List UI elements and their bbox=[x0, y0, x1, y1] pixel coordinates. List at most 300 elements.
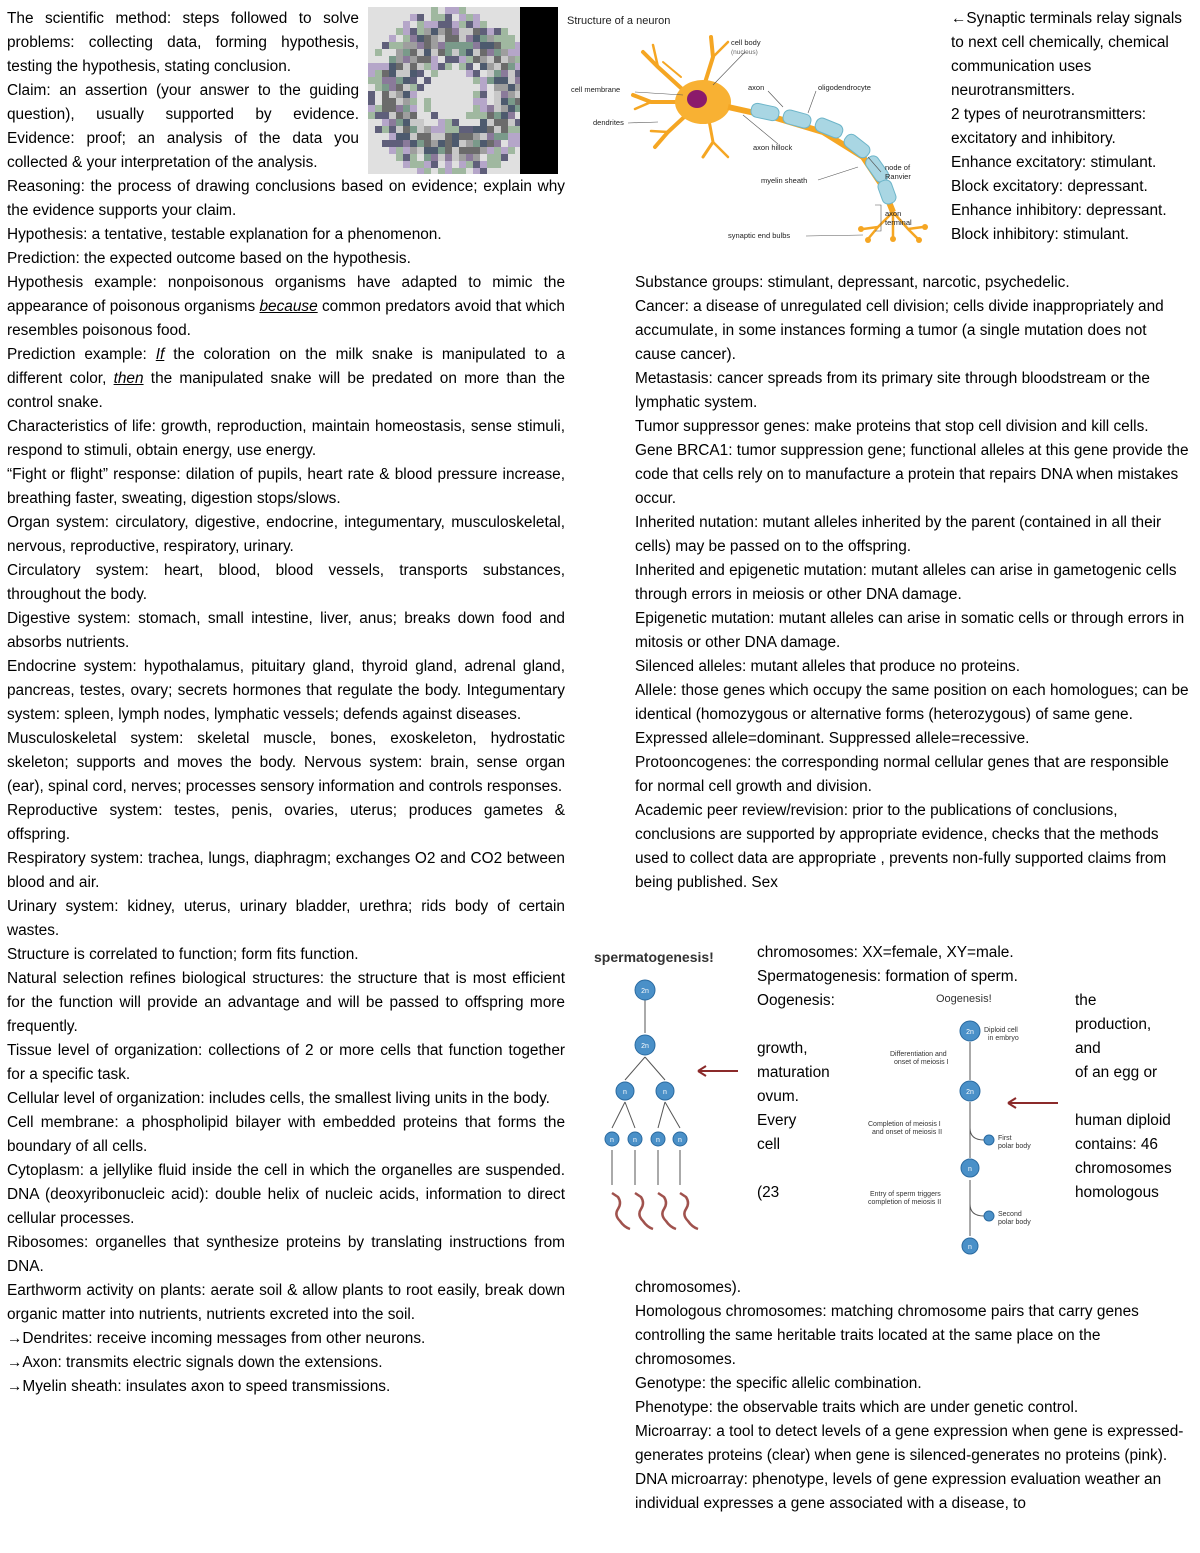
mosaic-tile bbox=[487, 112, 494, 119]
mosaic-tile bbox=[473, 77, 480, 84]
mosaic-tile bbox=[494, 126, 501, 133]
mosaic-tile bbox=[375, 35, 382, 42]
left-column-rest bbox=[7, 415, 565, 1399]
mosaic-tile bbox=[396, 42, 403, 49]
mosaic-tile bbox=[494, 7, 501, 14]
mosaic-tile bbox=[396, 119, 403, 126]
mosaic-tile bbox=[410, 84, 417, 91]
mosaic-tile bbox=[466, 91, 473, 98]
mosaic-tile bbox=[445, 49, 452, 56]
mosaic-tile bbox=[424, 84, 431, 91]
mosaic-tile bbox=[382, 98, 389, 105]
mosaic-tile bbox=[403, 7, 410, 14]
right-paragraph-5: Inherited nutation: mutant alleles inherited by the parent (contained in all their cells) may be passed on to the offspring. bbox=[635, 514, 1162, 555]
mosaic-tile bbox=[466, 126, 473, 133]
mosaic-tile bbox=[396, 112, 403, 119]
mosaic-tile bbox=[438, 49, 445, 56]
mosaic-tile bbox=[466, 161, 473, 168]
mosaic-tile bbox=[431, 140, 438, 147]
oogenesis-svg bbox=[858, 990, 1068, 1258]
mosaic-tile bbox=[494, 105, 501, 112]
mosaic-tile bbox=[417, 56, 424, 63]
label-axon-terminal-1: axon bbox=[885, 209, 902, 218]
text-synaptic: ←Synaptic terminals relay signals to next cell chemically, chemical communication uses neurotransmitters. bbox=[951, 10, 1182, 99]
mosaic-tile bbox=[389, 119, 396, 126]
mosaic-tile bbox=[459, 7, 466, 14]
mosaic-tile bbox=[445, 168, 452, 174]
mosaic-tile bbox=[466, 63, 473, 70]
mosaic-tile bbox=[452, 161, 459, 168]
mosaic-tile bbox=[466, 105, 473, 112]
mosaic-tile bbox=[431, 35, 438, 42]
mosaic-tile bbox=[445, 63, 452, 70]
mosaic-tile bbox=[403, 133, 410, 140]
word-production: production, bbox=[1075, 1016, 1152, 1033]
mosaic-tile bbox=[417, 63, 424, 70]
mosaic-tile bbox=[368, 84, 375, 91]
right-lower-paragraph-2: Genotype: the specific allelic combination. bbox=[635, 1375, 922, 1392]
label-myelin: myelin sheath bbox=[761, 176, 808, 185]
mosaic-tile bbox=[459, 91, 466, 98]
mosaic-tile bbox=[375, 28, 382, 35]
mosaic-tile bbox=[410, 14, 417, 21]
word-chromosomes: chromosomes bbox=[1075, 1160, 1172, 1177]
mosaic-tile bbox=[403, 168, 410, 174]
mosaic-tile bbox=[410, 168, 417, 174]
mosaic-tile bbox=[466, 21, 473, 28]
mosaic-tile bbox=[368, 140, 375, 147]
oog-title: Oogenesis! bbox=[936, 993, 992, 1005]
left-paragraph-3: Circulatory system: heart, blood, blood vessels, transports substances, throughout the body. bbox=[7, 562, 565, 603]
left-paragraph-16: Ribosomes: organelles that synthesize proteins by translating instructions from DNA. bbox=[7, 1234, 565, 1275]
mosaic-tile bbox=[389, 56, 396, 63]
mosaic-tile bbox=[375, 21, 382, 28]
oog-entry2: completion of meiosis II bbox=[868, 1199, 942, 1206]
mosaic-tile bbox=[452, 98, 459, 105]
right-paragraph-1: Cancer: a disease of unregulated cell division; cells divide inappropriately and accumulate, in some instances forming a tumor (a single mutation does not cause cancer). bbox=[635, 298, 1164, 363]
mosaic-tile bbox=[375, 140, 382, 147]
mosaic-tile bbox=[382, 84, 389, 91]
oog-diploid: Diploid cell bbox=[984, 1027, 1018, 1034]
mosaic-tile bbox=[452, 42, 459, 49]
mosaic-tile bbox=[417, 168, 424, 174]
mosaic-tile bbox=[445, 126, 452, 133]
mosaic-tile bbox=[403, 42, 410, 49]
mosaic-tile bbox=[389, 91, 396, 98]
mosaic-tile bbox=[473, 35, 480, 42]
mosaic-tile bbox=[494, 84, 501, 91]
mosaic-tile bbox=[396, 126, 403, 133]
mosaic-tile bbox=[417, 42, 424, 49]
mosaic-tile bbox=[487, 126, 494, 133]
mosaic-tile bbox=[375, 84, 382, 91]
mosaic-tile bbox=[410, 112, 417, 119]
mosaic-tile bbox=[459, 133, 466, 140]
mosaic-tile bbox=[494, 154, 501, 161]
right-paragraph-3: Tumor suppressor genes: make proteins that stop cell division and kill cells. bbox=[635, 418, 1149, 435]
mosaic-tile bbox=[466, 28, 473, 35]
mosaic-tile bbox=[431, 7, 438, 14]
mosaic-tile bbox=[501, 63, 508, 70]
mosaic-tile bbox=[473, 168, 480, 174]
mosaic-tile bbox=[445, 14, 452, 21]
mosaic-tile bbox=[424, 28, 431, 35]
word-of-an-egg: of an egg or bbox=[1075, 1064, 1158, 1081]
mosaic-tile bbox=[459, 98, 466, 105]
text-chromosomes-sex: chromosomes: XX=female, XY=male. bbox=[757, 944, 1014, 961]
mosaic-tile bbox=[410, 91, 417, 98]
mosaic-tile bbox=[431, 21, 438, 28]
mosaic-tile bbox=[368, 49, 375, 56]
mosaic-tile bbox=[410, 133, 417, 140]
mosaic-tile bbox=[466, 84, 473, 91]
mosaic-tile bbox=[438, 35, 445, 42]
mosaic-tile bbox=[368, 7, 375, 14]
word-cell: cell bbox=[757, 1136, 781, 1153]
oog-diff2: onset of meiosis I bbox=[894, 1059, 949, 1066]
mosaic-tile bbox=[487, 168, 494, 174]
mosaic-tile bbox=[431, 14, 438, 21]
mosaic-tile bbox=[501, 77, 508, 84]
oog-entry1: Entry of sperm triggers bbox=[870, 1191, 941, 1198]
mosaic-tile bbox=[410, 126, 417, 133]
mosaic-tile bbox=[487, 140, 494, 147]
oog-comp1: Completion of meiosis I bbox=[868, 1121, 941, 1128]
mosaic-tile bbox=[424, 147, 431, 154]
mosaic-tile bbox=[410, 56, 417, 63]
mosaic-tile bbox=[494, 91, 501, 98]
mosaic-tile bbox=[389, 126, 396, 133]
right-main-text bbox=[635, 271, 1191, 895]
mosaic-tile bbox=[459, 21, 466, 28]
mosaic-tile bbox=[396, 140, 403, 147]
left-paragraph-15: Cytoplasm: a jellylike fluid inside the cell in which the organelles are suspended. DNA (deoxyribonucleic acid): double helix of nucleic acids, information to direct cellular processes. bbox=[7, 1162, 565, 1227]
left-paragraph-13: Cellular level of organization: includes cells, the smallest living units in the body. bbox=[7, 1090, 550, 1107]
sperm-cell-n1-label: n bbox=[633, 1137, 637, 1144]
mosaic-tile bbox=[487, 63, 494, 70]
mosaic-tile bbox=[459, 147, 466, 154]
mosaic-tile bbox=[438, 7, 445, 14]
pred-ex-after: the manipulated snake will be predated on more than the control snake. bbox=[7, 370, 565, 411]
mosaic-tile bbox=[501, 147, 508, 154]
mosaic-tile bbox=[452, 126, 459, 133]
mosaic-tile bbox=[382, 119, 389, 126]
mosaic-tile bbox=[396, 49, 403, 56]
mosaic-tile bbox=[368, 112, 375, 119]
mosaic-tile bbox=[375, 70, 382, 77]
mosaic-tile bbox=[368, 35, 375, 42]
label-cell-body: cell body bbox=[731, 38, 761, 47]
mosaic-tile bbox=[501, 21, 508, 28]
mosaic-tile bbox=[494, 21, 501, 28]
mosaic-tile bbox=[438, 140, 445, 147]
mosaic-tile bbox=[445, 119, 452, 126]
mosaic-tile bbox=[424, 70, 431, 77]
text-spermatogenesis: Spermatogenesis: formation of sperm. bbox=[757, 968, 1018, 985]
mosaic-tile bbox=[480, 126, 487, 133]
mosaic-tile bbox=[438, 119, 445, 126]
mosaic-tile bbox=[431, 168, 438, 174]
mosaic-tile bbox=[368, 119, 375, 126]
mosaic-tile bbox=[494, 14, 501, 21]
left-paragraph-11: Natural selection refines biological structures: the structure that is most efficient for the function will provide an advantage and will be passed to offspring more frequently. bbox=[7, 970, 565, 1035]
mosaic-tile bbox=[473, 56, 480, 63]
mosaic-tile bbox=[410, 119, 417, 126]
mosaic-tile bbox=[438, 56, 445, 63]
mosaic-tile bbox=[382, 21, 389, 28]
mosaic-tile bbox=[452, 119, 459, 126]
mosaic-tile bbox=[459, 154, 466, 161]
text-enhance-excitatory: Enhance excitatory: stimulant. Block excitatory: depressant. bbox=[951, 154, 1157, 195]
mosaic-tile bbox=[410, 98, 417, 105]
mosaic-tile bbox=[452, 70, 459, 77]
mosaic-tile bbox=[473, 14, 480, 21]
mosaic-tile bbox=[431, 77, 438, 84]
text-prediction-example bbox=[7, 343, 565, 415]
mosaic-tile bbox=[473, 126, 480, 133]
sperm-line-3 bbox=[645, 1057, 665, 1080]
neuron-svg bbox=[563, 7, 949, 247]
mosaic-tile bbox=[466, 77, 473, 84]
word-and: and bbox=[1075, 1040, 1101, 1057]
mosaic-tile bbox=[508, 70, 515, 77]
mosaic-tile bbox=[375, 119, 382, 126]
mosaic-tile bbox=[452, 14, 459, 21]
mosaic-tile bbox=[508, 140, 515, 147]
mosaic-tile bbox=[487, 161, 494, 168]
oog-first1: First bbox=[998, 1135, 1012, 1142]
mosaic-tile bbox=[480, 56, 487, 63]
mosaic-tile bbox=[424, 168, 431, 174]
mosaic-tile bbox=[375, 91, 382, 98]
mosaic-tile bbox=[459, 14, 466, 21]
mosaic-tile bbox=[368, 133, 375, 140]
right-paragraph-9: Allele: those genes which occupy the same position on each homologues; can be identical (homozygous or alternative forms (heterozygous) of same gene. bbox=[635, 682, 1189, 723]
pred-ex-middle: the coloration on the milk snake is manipulated to a different color, bbox=[7, 346, 565, 387]
mosaic-tile bbox=[473, 63, 480, 70]
label-axon-terminal-2: terminal bbox=[885, 218, 912, 227]
mosaic-tile bbox=[494, 77, 501, 84]
mosaic-tile bbox=[438, 133, 445, 140]
mosaic-tile bbox=[389, 84, 396, 91]
right-lower-paragraph-3: Phenotype: the observable traits which are under genetic control. bbox=[635, 1399, 1079, 1416]
mosaic-tile bbox=[480, 63, 487, 70]
mosaic-tile bbox=[466, 98, 473, 105]
sperm-cell-1-label: 2n bbox=[641, 988, 649, 995]
mosaic-tile bbox=[445, 133, 452, 140]
mosaic-tile bbox=[375, 7, 382, 14]
mosaic-tile bbox=[508, 161, 515, 168]
mosaic-tile bbox=[480, 154, 487, 161]
mosaic-tile bbox=[403, 91, 410, 98]
mosaic-tile bbox=[403, 112, 410, 119]
mosaic-tile bbox=[445, 140, 452, 147]
mosaic-tile bbox=[438, 63, 445, 70]
mosaic-tile bbox=[445, 70, 452, 77]
mosaic-tile bbox=[466, 56, 473, 63]
spermatogenesis-svg bbox=[590, 945, 750, 1235]
mosaic-tile bbox=[501, 126, 508, 133]
mosaic-tile bbox=[459, 112, 466, 119]
mosaic-tile bbox=[487, 49, 494, 56]
text-reasoning: Reasoning: the process of drawing conclusions based on evidence; explain why the evidence supports your claim. bbox=[7, 178, 565, 219]
mosaic-tile bbox=[375, 49, 382, 56]
mosaic-tile bbox=[445, 84, 452, 91]
sperm-cell-3-label: n bbox=[623, 1089, 627, 1096]
mosaic-tile bbox=[508, 84, 515, 91]
text-scientific-method: The scientific method: steps followed to solve problems: collecting data, forming hypothesis, testing the hypothesis, stating conclusion. bbox=[7, 10, 359, 75]
mosaic-tile bbox=[473, 105, 480, 112]
mosaic-tile bbox=[473, 119, 480, 126]
mosaic-tile bbox=[417, 35, 424, 42]
mosaic-tile bbox=[424, 126, 431, 133]
mosaic-tile bbox=[480, 91, 487, 98]
mosaic-tile bbox=[375, 112, 382, 119]
mosaic-tile bbox=[375, 168, 382, 174]
text-prediction: Prediction: the expected outcome based on the hypothesis. bbox=[7, 250, 411, 267]
mosaic-tile bbox=[417, 70, 424, 77]
mosaic-tile bbox=[424, 56, 431, 63]
mosaic-tile bbox=[424, 91, 431, 98]
mosaic-svg bbox=[368, 7, 558, 174]
right-paragraph-8: Silenced alleles: mutant alleles that produce no proteins. bbox=[635, 658, 1020, 675]
mosaic-tile bbox=[382, 49, 389, 56]
right-paragraph-6: Inherited and epigenetic mutation: mutant alleles can arise in gametogenic cells through errors in meiosis or other DNA damage. bbox=[635, 562, 1177, 603]
label-nucleus: (nucleus) bbox=[731, 49, 758, 56]
oog-comp2: and onset of meiosis II bbox=[872, 1129, 943, 1136]
mosaic-tile bbox=[459, 28, 466, 35]
mosaic-tile bbox=[452, 112, 459, 119]
mosaic-tile bbox=[473, 133, 480, 140]
mosaic-tile bbox=[431, 28, 438, 35]
label-oligodendrocyte: oligodendrocyte bbox=[818, 83, 871, 92]
oog-flow-lines bbox=[970, 1042, 984, 1236]
mosaic-tile bbox=[438, 84, 445, 91]
mosaic-tile bbox=[368, 126, 375, 133]
mosaic-tile bbox=[424, 77, 431, 84]
right-paragraph-0: Substance groups: stimulant, depressant, narcotic, psychedelic. bbox=[635, 274, 1070, 291]
mosaic-tile bbox=[410, 161, 417, 168]
mosaic-tile bbox=[459, 119, 466, 126]
mosaic-tile bbox=[431, 63, 438, 70]
mosaic-tile bbox=[466, 70, 473, 77]
mosaic-tile bbox=[417, 112, 424, 119]
mosaic-tile bbox=[368, 70, 375, 77]
mosaic-tile bbox=[466, 7, 473, 14]
mosaic-tile bbox=[368, 21, 375, 28]
label-cell-membrane: cell membrane bbox=[571, 85, 621, 94]
mosaic-tile bbox=[459, 56, 466, 63]
mosaic-tile bbox=[389, 147, 396, 154]
left-paragraph-6: Musculoskeletal system: skeletal muscle, bones, exoskeleton, hydrostatic skeleton; supports and moves the body. Nervous system: brain, sense organ (ear), spinal cord, nerves; processes sensory information and controls responses. bbox=[7, 730, 565, 795]
left-column bbox=[7, 7, 565, 1399]
sperm-line-7 bbox=[665, 1102, 680, 1128]
mosaic-tile bbox=[452, 168, 459, 174]
mosaic-tile bbox=[396, 28, 403, 35]
mosaic-tile bbox=[508, 133, 515, 140]
mosaic-tile bbox=[375, 98, 382, 105]
mosaic-tile bbox=[417, 91, 424, 98]
text-hypothesis-example bbox=[7, 271, 565, 343]
mosaic-tile bbox=[438, 154, 445, 161]
mosaic-tile bbox=[494, 56, 501, 63]
oog-label-1: 2n bbox=[966, 1029, 974, 1036]
left-paragraph-0: Characteristics of life: growth, reproduction, maintain homeostasis, sense stimuli, respond to stimuli, obtain energy, use energy. bbox=[7, 418, 565, 459]
mosaic-tile bbox=[368, 98, 375, 105]
left-paragraph-4: Digestive system: stomach, small intestine, liver, anus; breaks down food and absorbs nutrients. bbox=[7, 610, 565, 651]
sperm-line-5 bbox=[625, 1102, 635, 1128]
mosaic-tile bbox=[473, 147, 480, 154]
mosaic-tile bbox=[466, 147, 473, 154]
mosaic-tile bbox=[396, 35, 403, 42]
mosaic-tile bbox=[473, 112, 480, 119]
mosaic-tile bbox=[375, 161, 382, 168]
oogenesis-diagram bbox=[858, 990, 1068, 1258]
sperm-tail-2 bbox=[658, 1193, 676, 1229]
mosaic-tile bbox=[424, 98, 431, 105]
mosaic-tile bbox=[445, 35, 452, 42]
mosaic-tile bbox=[501, 112, 508, 119]
mosaic-tile bbox=[508, 63, 515, 70]
mosaic-tile bbox=[494, 28, 501, 35]
mosaic-tile bbox=[417, 84, 424, 91]
mosaic-tile bbox=[382, 147, 389, 154]
mosaic-tile bbox=[375, 63, 382, 70]
mosaic-tile bbox=[389, 42, 396, 49]
word-growth: growth, bbox=[757, 1040, 808, 1057]
mosaic-tile bbox=[480, 161, 487, 168]
mosaic-tile bbox=[417, 98, 424, 105]
mosaic-tile bbox=[424, 119, 431, 126]
mosaic-tile bbox=[508, 91, 515, 98]
mosaic-tile bbox=[487, 105, 494, 112]
right-paragraph-2: Metastasis: cancer spreads from its primary site through bloodstream or the lymphatic system. bbox=[635, 370, 1150, 411]
mosaic-tile bbox=[494, 35, 501, 42]
mosaic-tile bbox=[487, 14, 494, 21]
mosaic-tile bbox=[480, 119, 487, 126]
mosaic-tile bbox=[480, 42, 487, 49]
mosaic-tile bbox=[508, 147, 515, 154]
mosaic-tile bbox=[480, 70, 487, 77]
left-paragraph-2: Organ system: circulatory, digestive, endocrine, integumentary, musculoskeletal, nervous, reproductive, respiratory, urinary. bbox=[7, 514, 565, 555]
sperm-tail-1 bbox=[635, 1193, 653, 1229]
mosaic-tile bbox=[389, 7, 396, 14]
left-paragraph-7: Reproductive system: testes, penis, ovaries, uterus; produces gametes & offspring. bbox=[7, 802, 565, 843]
right-lower-paragraph-1: Homologous chromosomes: matching chromosome pairs that carry genes controlling the same heritable traits located at the same place on the chromosomes. bbox=[635, 1303, 1139, 1368]
mosaic-tile bbox=[501, 168, 508, 174]
mosaic-tile bbox=[389, 49, 396, 56]
text-hypothesis: Hypothesis: a tentative, testable explanation for a phenomenon. bbox=[7, 226, 442, 243]
mosaic-tile bbox=[445, 28, 452, 35]
mosaic-tile bbox=[508, 56, 515, 63]
mosaic-tile bbox=[487, 28, 494, 35]
pred-ex-if: If bbox=[155, 346, 165, 363]
right-paragraph-4: Gene BRCA1: tumor suppression gene; functional alleles at this gene provide the code that cells rely on to manufacture a protein that repairs DNA when mistakes occur. bbox=[635, 442, 1189, 507]
left-paragraph-12: Tissue level of organization: collections of 2 or more cells that function together for a specific task. bbox=[7, 1042, 565, 1083]
mosaic-tile bbox=[459, 77, 466, 84]
mosaic-tile bbox=[417, 119, 424, 126]
mosaic-tile bbox=[501, 42, 508, 49]
mosaic-tile bbox=[508, 105, 515, 112]
mosaic-tile bbox=[389, 14, 396, 21]
sperm-cells bbox=[605, 980, 698, 1229]
mosaic-tile bbox=[431, 42, 438, 49]
mosaic-tile bbox=[431, 147, 438, 154]
mosaic-tile bbox=[480, 77, 487, 84]
mosaic-tile bbox=[508, 126, 515, 133]
mosaic-tile bbox=[403, 35, 410, 42]
mosaic-tile bbox=[494, 63, 501, 70]
